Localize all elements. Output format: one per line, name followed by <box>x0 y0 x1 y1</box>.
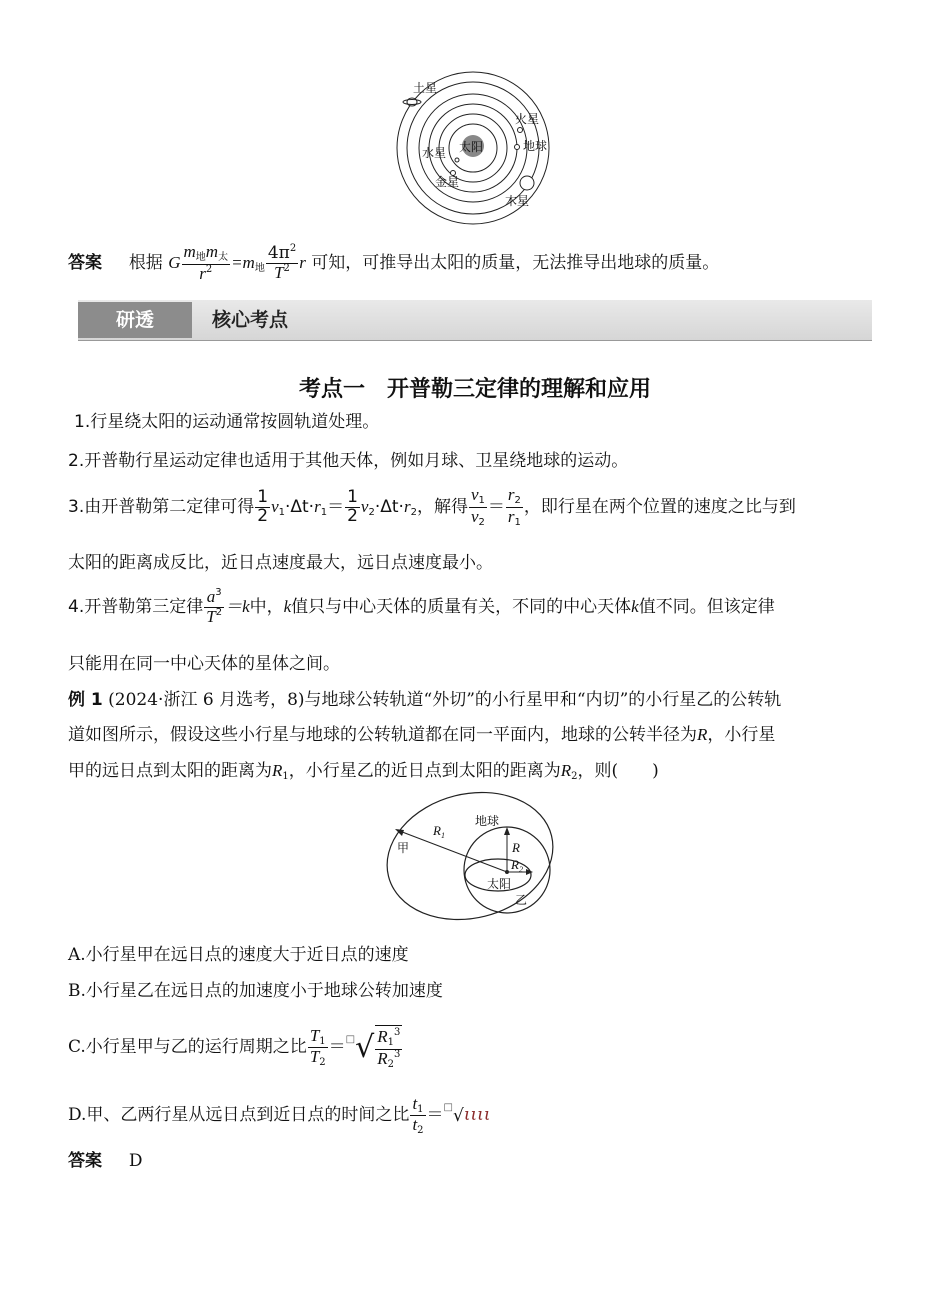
square-exp: 2 <box>205 263 213 275</box>
ratio-v1: v <box>470 485 479 504</box>
opt-c-eq: ＝ <box>328 1037 346 1057</box>
point-2: 2.开普勒行星运动定律也适用于其他天体，例如月球、卫星绕地球的运动。 <box>68 451 629 471</box>
solar-system-figure <box>395 70 570 230</box>
example-r1: R <box>272 761 283 780</box>
ratio-v1-sub: 1 <box>478 495 485 506</box>
banner-tab: 研透 <box>78 302 192 338</box>
point-4-d: 值不同。但该定律 <box>638 597 775 617</box>
m-sun: m <box>205 242 219 262</box>
sub-earth: 地 <box>195 252 206 264</box>
option-d-text: D.甲、乙两行星从远日点到近日点的时间之比 <box>68 1105 410 1125</box>
example-line-2 <box>68 720 872 745</box>
square-exp-4: 2 <box>215 606 223 618</box>
gravity-fraction <box>182 243 231 283</box>
opt-c-r1-sub: 1 <box>387 1037 394 1048</box>
point-1: 1.行星绕太阳的运动通常按圆轨道处理。 <box>74 412 380 432</box>
r1-sub: 1 <box>320 507 328 518</box>
a-symbol: a <box>206 586 216 606</box>
dt-2: ·Δt· <box>374 497 404 517</box>
orbit-jia <box>385 790 565 925</box>
dt-1: ·Δt· <box>284 497 315 517</box>
sub-earth-2: 地 <box>254 263 265 274</box>
r-symbol: r <box>199 263 206 283</box>
fig-earth-label: 地球 <box>475 814 500 828</box>
ratio-r2: r <box>507 485 515 504</box>
example-line-3-b: ，小行星乙的近日点到太阳的距离为 <box>288 761 561 781</box>
opt-c-t2-sub: 2 <box>319 1057 326 1068</box>
point-4-line-2: 只能用在同一中心天体的星体之间。 <box>68 654 340 674</box>
example-line-3-a: 甲的远日点到太阳的距离为 <box>68 761 272 781</box>
fig-r-label: R <box>512 840 520 855</box>
centripetal-fraction <box>266 244 298 283</box>
equals-k: ＝k <box>225 597 250 616</box>
ratio-r2-sub: 2 <box>514 495 521 506</box>
half-fraction-2 <box>345 486 360 526</box>
time-ratio <box>410 1095 425 1137</box>
jupiter-planet <box>520 176 534 190</box>
section-banner <box>78 300 872 341</box>
opt-c-r2-cube: 3 <box>394 1048 401 1060</box>
fig-r2-label: $R_2$ <box>511 857 523 874</box>
half-num-2: 1 <box>347 486 358 507</box>
venus-label: 金星 <box>435 175 460 189</box>
opt-c-r1: R <box>377 1027 388 1046</box>
radius-cube-ratio <box>375 1025 402 1070</box>
t-symbol-2: T <box>206 606 216 626</box>
opt-c-r2-sub: 2 <box>387 1058 394 1070</box>
ratio-v2: v <box>470 506 479 526</box>
sub-sun: 太 <box>218 252 229 264</box>
m-earth: m <box>183 242 196 262</box>
sun-label: 太阳 <box>459 140 484 154</box>
opt-d-t2: t <box>412 1115 418 1134</box>
opt-d-t1: t <box>412 1093 418 1113</box>
example-r1-sub: 1 <box>282 771 289 782</box>
fig-yi-label: 乙 <box>515 893 528 907</box>
example-line-3-c: ，则( ) <box>577 761 659 781</box>
example-line-1-text: (2024·浙江 6 月选考，8)与地球公转轨道“外切”的小行星甲和“内切”的小行星乙的公转轨 <box>102 690 782 710</box>
r1-line <box>397 830 507 872</box>
opt-d-eq: ＝ <box>426 1105 444 1125</box>
ratio-r1-sub: 1 <box>514 516 521 528</box>
radius-ratio <box>506 486 523 528</box>
example-line-2-end: ，小行星 <box>707 725 776 745</box>
point-4 <box>68 584 872 630</box>
saturn-label: 土星 <box>413 81 438 95</box>
r-arrow <box>504 827 510 835</box>
equals-m: =m <box>231 253 255 272</box>
v1: v <box>271 497 279 516</box>
k-symbol-2: k <box>631 597 639 616</box>
kepler-third-fraction <box>204 588 224 627</box>
answer-2 <box>68 1146 872 1171</box>
jupiter-label: 木星 <box>505 194 530 208</box>
opt-d-t1-sub: 1 <box>417 1103 424 1115</box>
example-line-2-text: 道如图所示，假设这些小行星与地球的公转轨道都在同一平面内，地球的公转半径为 <box>68 725 697 745</box>
opt-c-t2: T <box>309 1047 320 1066</box>
example-r: R <box>697 725 708 744</box>
example-r2: R <box>560 761 572 780</box>
sqrt-sign-2: √ <box>453 1105 464 1126</box>
sqrt-sign: √ <box>355 1029 375 1065</box>
period-ratio <box>308 1027 328 1069</box>
r-after: r <box>299 253 306 272</box>
velocity-ratio <box>469 486 487 528</box>
opt-c-placeholder: □ <box>345 1034 356 1045</box>
v1-sub: 1 <box>278 507 285 518</box>
mercury-planet <box>455 158 459 162</box>
option-a: A.小行星甲在远日点的速度大于近日点的速度 <box>68 945 409 965</box>
g-symbol: G <box>168 253 181 272</box>
half-den-1: 2 <box>257 505 269 526</box>
t-symbol: T <box>274 263 284 282</box>
answer-1 <box>68 240 872 292</box>
point-4-b: 中， <box>249 597 284 617</box>
r2: r <box>403 497 411 516</box>
point-3-b: ，解得 <box>416 497 468 517</box>
option-b: B.小行星乙在远日点的加速度小于地球公转加速度 <box>68 981 443 1001</box>
opt-d-placeholder: □ <box>443 1102 453 1113</box>
half-den-2: 2 <box>347 505 358 526</box>
cube-exp: 3 <box>215 586 222 598</box>
opt-c-t1: T <box>309 1025 320 1045</box>
answer-suffix: 可知，可推导出太阳的质量，无法推导出地球的质量。 <box>311 253 720 273</box>
opt-c-t1-sub: 1 <box>319 1035 326 1047</box>
banner-title: 核心考点 <box>212 309 289 331</box>
option-d <box>68 1085 872 1139</box>
example-line-3 <box>68 756 872 782</box>
k-symbol-1: k <box>283 597 292 616</box>
fig-jia-label: 甲 <box>397 841 410 855</box>
example-line-1 <box>68 685 872 710</box>
sun-dot <box>505 870 509 874</box>
point-4-c: 值只与中心天体的质量有关，不同的中心天体 <box>291 597 632 617</box>
point-3 <box>68 484 872 536</box>
opt-c-r2: R <box>377 1048 388 1068</box>
section-heading: 考点一 开普勒三定律的理解和应用 <box>298 377 651 402</box>
four-pi: 4π <box>267 243 290 264</box>
fig-r1-label: $R_1$ <box>433 823 445 840</box>
opt-d-t2-sub: 2 <box>417 1125 424 1136</box>
square-exp-3: 2 <box>283 263 290 274</box>
point-3-c: ，即行星在两个位置的速度之比与到 <box>523 497 796 517</box>
answer-label: 答案 <box>68 253 102 273</box>
example-r2-sub: 2 <box>571 771 578 782</box>
v2: v <box>360 497 369 516</box>
half-fraction-1 <box>255 486 270 526</box>
point-4-a: 4.开普勒第三定律 <box>68 597 204 617</box>
mars-planet <box>518 128 523 133</box>
ratio-v2-sub: 2 <box>478 516 485 528</box>
r1: r <box>314 497 321 516</box>
example-label: 例 1 <box>68 690 103 710</box>
v2-sub: 2 <box>368 507 375 518</box>
option-c <box>68 1010 872 1078</box>
fig-sun-label: 太阳 <box>487 877 512 891</box>
mars-label: 火星 <box>515 112 540 126</box>
point-3-line-2: 太阳的距离成反比，近日点速度最大，远日点速度最小。 <box>68 553 493 573</box>
option-c-text: C.小行星甲与乙的运行周期之比 <box>68 1037 307 1057</box>
r2-sub: 2 <box>410 507 417 518</box>
square-exp-2: 2 <box>289 243 297 255</box>
eq-sign-2: ＝ <box>487 497 505 517</box>
answer-prefix: 根据 <box>128 253 163 273</box>
half-num-1: 1 <box>257 486 269 507</box>
earth-planet <box>515 145 520 150</box>
mercury-label: 水星 <box>422 146 447 160</box>
answer-2-value: D <box>128 1151 143 1171</box>
earth-label: 地球 <box>523 139 548 153</box>
orbit-figure <box>385 790 565 925</box>
point-3-a: 3.由开普勒第二定律可得 <box>68 497 255 517</box>
opt-c-r1-cube: 3 <box>394 1027 401 1038</box>
ratio-r1: r <box>507 506 515 526</box>
answer-2-label: 答案 <box>68 1151 102 1171</box>
eq-sign-1: ＝ <box>327 497 345 517</box>
opt-d-garbled: ιιιι <box>463 1105 491 1125</box>
